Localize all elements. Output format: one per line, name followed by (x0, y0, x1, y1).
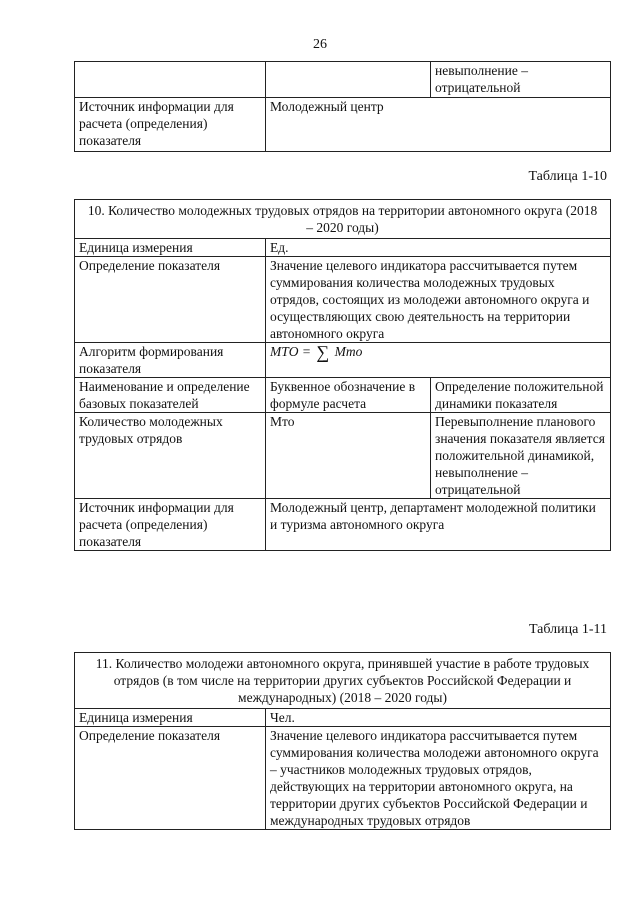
table-cell (266, 62, 431, 98)
table-title-row (75, 653, 611, 709)
table-caption: Таблица 1-10 (528, 169, 607, 184)
row-value: Чел. (266, 709, 611, 727)
table-row (75, 62, 611, 98)
row-label: Наименование и определение базовых показателей (75, 378, 266, 413)
table-row (75, 239, 611, 257)
source-value-cell: Молодежный центр (266, 98, 611, 152)
row-value: Молодежный центр, департамент молодежной политики и туризма автономного округа (266, 499, 611, 551)
table-row (75, 257, 611, 343)
row-label: Алгоритм формирования показателя (75, 343, 266, 378)
row-value: Ед. (266, 239, 611, 257)
indicator-symbol: Мто (266, 413, 431, 499)
row-value: Значение целевого индикатора рассчитывается путем суммирования количества молодежных трудовых отрядов, состоящих из молодежи автономного округа и осуществляющих свою деятельность на территории автономного округа (266, 257, 611, 343)
formula-right: Мто (334, 344, 363, 359)
indicator-dynamics: Перевыполнение планового значения показателя является положительной динамикой, невыполнение – отрицательной (431, 413, 611, 499)
table-caption: Таблица 1-11 (528, 622, 607, 637)
continuation-table (74, 61, 611, 152)
row-label: Источник информации для расчета (определения) показателя (75, 499, 266, 551)
table-title: 11. Количество молодежи автономного округа, принявшей участие в работе трудовых отрядов (в том числе на территории других субъектов Российской Федерации и международных) (2018 – 2020 годы) (75, 653, 611, 709)
row-label: Единица измерения (75, 239, 266, 257)
table-row (75, 709, 611, 727)
table-row (75, 98, 611, 152)
column-header: Определение положительной динамики показателя (431, 378, 611, 413)
table-title: 10. Количество молодежных трудовых отрядов на территории автономного округа (2018 – 2020 годы) (75, 200, 611, 239)
column-header: Буквенное обозначение в формуле расчета (266, 378, 431, 413)
table-cell (75, 62, 266, 98)
table-title-row (75, 200, 611, 239)
indicator-table-10 (74, 199, 611, 551)
source-label-cell: Источник информации для расчета (определения) показателя (75, 98, 266, 152)
table-row (75, 413, 611, 499)
sigma-symbol: ∑ (316, 342, 330, 362)
table-row (75, 727, 611, 830)
row-label: Определение показателя (75, 727, 266, 830)
table-row (75, 343, 611, 378)
row-label: Определение показателя (75, 257, 266, 343)
row-label: Единица измерения (75, 709, 266, 727)
table-row (75, 378, 611, 413)
formula-left: МТО = (270, 344, 311, 359)
table-cell: невыполнение – отрицательной (431, 62, 611, 98)
row-value: Значение целевого индикатора рассчитывается путем суммирования количества молодежи автономного округа – участников молодежных трудовых отрядов, действующих на территории автономного округа, на территории других субъектов Российской Федерации и международных трудовых отрядов (266, 727, 611, 830)
indicator-table-11 (74, 652, 611, 830)
indicator-name: Количество молодежных трудовых отрядов (75, 413, 266, 499)
formula-cell (266, 343, 611, 378)
page-number: 26 (313, 37, 327, 52)
table-row (75, 499, 611, 551)
